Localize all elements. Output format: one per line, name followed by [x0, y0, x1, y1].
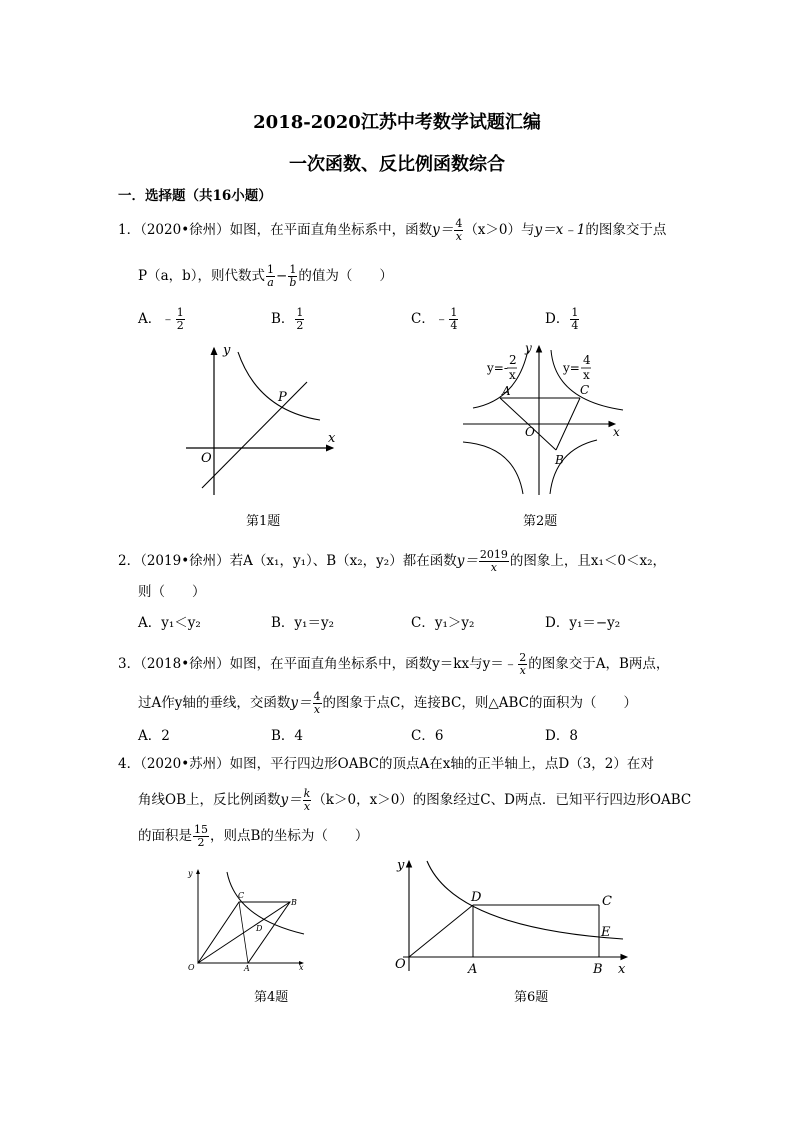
fig2-eq-right: y=	[563, 361, 580, 375]
q1-expr-minus: −	[276, 268, 288, 284]
q2-option-c[interactable]: C．y₁＞y₂	[411, 615, 475, 631]
figure-6	[385, 853, 650, 983]
q1-text-b: 的图象交于点	[585, 222, 667, 238]
q3-option-d[interactable]: D．8	[545, 728, 578, 744]
q1-source: （2020•徐州）	[140, 222, 230, 238]
q1-point-text: P（a，b），则代数式	[138, 268, 266, 284]
fig6-hyperbola	[427, 861, 623, 939]
q2-option-a[interactable]: A．y₁＜y₂	[138, 615, 201, 631]
fig2-eq-left: y=-	[487, 361, 508, 375]
fig6-label-y: y	[397, 858, 405, 873]
fig2-curve-upper-left	[473, 350, 528, 408]
section-heading: 一．选择题（共16小题）	[118, 188, 272, 204]
fig2-label-b: B	[555, 453, 564, 467]
q3-line2-tail: 的图象于点C，连接BC，则△ABC的面积为（ ）	[322, 695, 637, 711]
question-1-line-1	[118, 218, 666, 243]
q4-line3-tail: ，则点B的坐标为（ ）	[210, 828, 369, 844]
fig2-eq-left-den: x	[509, 368, 516, 382]
fig6-segment-od	[409, 905, 473, 957]
fig2-label-a: A	[502, 384, 511, 398]
fig4-label-o: O	[188, 963, 195, 972]
figure-1-caption: 第1题	[246, 514, 281, 529]
page-title: 2018-2020江苏中考数学试题汇编	[253, 112, 541, 133]
q1-option-c[interactable]: C．﹣ $\frac{1}{4}$	[411, 306, 458, 332]
fig2-label-x: x	[613, 425, 620, 439]
q4-area-fraction: $\frac{15}{2}$	[194, 823, 208, 849]
q3-func-sign: ﹣	[503, 656, 518, 672]
fig4-diagonal-ob	[198, 902, 290, 963]
q1-expr-fraction-1: $\frac{1}{a}$	[267, 263, 275, 289]
fig1-label-x: x	[328, 431, 336, 446]
q1-condition: （x＞0）与	[464, 222, 535, 238]
q2-func-lhs: y＝	[456, 553, 478, 569]
fig6-label-x: x	[618, 962, 626, 977]
fig2-label-o: O	[525, 425, 535, 439]
fig2-curve-lower-left	[463, 442, 523, 494]
q1-number: 1．	[118, 222, 141, 238]
q3-func2-fraction: $\frac{4}{x}$	[313, 690, 321, 716]
question-4-line-3	[138, 824, 368, 849]
q1-text: 如图，在平面直角坐标系中，函数	[229, 222, 433, 238]
figure-2	[455, 340, 635, 500]
q2-text: 若A（x₁，y₁）、B（x₂，y₂）都在函数	[229, 553, 457, 569]
q1-line-equation: y＝x﹣1	[534, 222, 586, 238]
q2-text-b: 的图象上，且x₁＜0＜x₂，	[509, 553, 667, 569]
q3-func-fraction: $\frac{2}{x}$	[519, 651, 527, 677]
fig1-label-y: y	[223, 343, 231, 358]
fig2-eq-right-num: 4	[583, 353, 591, 367]
fig2-label-y: y	[525, 341, 532, 355]
fig6-label-d: D	[471, 890, 482, 905]
figure-1	[180, 340, 350, 500]
question-1-line-2	[138, 264, 393, 289]
q3-option-c[interactable]: C．6	[411, 728, 444, 744]
q3-line2-text: 过A作y轴的垂线，交函数	[138, 695, 291, 711]
question-4-line-1	[118, 756, 654, 772]
fig4-label-y: y	[188, 869, 193, 878]
fig4-diagonal-ac	[239, 902, 248, 963]
question-4-line-2	[138, 788, 691, 813]
fig2-label-c: C	[580, 383, 590, 397]
figure-2-caption: 第2题	[523, 514, 558, 529]
q2-number: 2．	[118, 553, 141, 569]
q3-number: 3．	[118, 656, 141, 672]
q3-option-a[interactable]: A．2	[138, 728, 170, 744]
q2-source: （2019•徐州）	[140, 553, 230, 569]
q3-text-b: 的图象交于A，B两点，	[528, 656, 670, 672]
q2-option-d[interactable]: D．y₁＝−y₂	[545, 615, 621, 631]
page-subtitle: 一次函数、反比例函数综合	[289, 154, 505, 175]
q4-line2-text: 角线OB上，反比例函数	[138, 792, 281, 808]
fig4-label-a: A	[244, 964, 250, 973]
fig6-label-e: E	[601, 925, 611, 940]
q4-func-lhs: y＝	[280, 792, 302, 808]
q3-option-b[interactable]: B．4	[271, 728, 304, 744]
fig1-label-p: P	[278, 390, 287, 405]
fig6-label-a: A	[468, 962, 478, 977]
fig6-label-c: C	[602, 894, 612, 909]
q1-option-d[interactable]: D． $\frac{1}{4}$	[545, 306, 579, 332]
question-3-line-2	[138, 691, 637, 716]
question-3-line-1	[118, 652, 669, 677]
q4-func-fraction: $\frac{k}{x}$	[303, 787, 311, 813]
fig4-label-b: B	[291, 898, 297, 907]
q2-func-fraction: $\frac{2019}{x}$	[479, 548, 508, 574]
q2-line-2: 则（ ）	[138, 584, 206, 600]
q3-source: （2018•徐州）	[140, 656, 230, 672]
fig1-line	[202, 382, 307, 488]
q4-text: 如图，平行四边形OABC的顶点A在x轴的正半轴上，点D（3，2）在对	[229, 756, 654, 772]
q4-line2-tail: （k＞0，x＞0）的图象经过C、D两点．已知平行四边形OABC	[312, 792, 692, 808]
fig6-label-b: B	[593, 962, 603, 977]
q4-source: （2020•苏州）	[140, 756, 230, 772]
q3-text: 如图，在平面直角坐标系中，函数y＝kx与y＝	[229, 656, 504, 672]
q1-expr-fraction-2: $\frac{1}{b}$	[289, 263, 297, 289]
q1-option-b[interactable]: B． $\frac{1}{2}$	[271, 306, 304, 332]
fig2-eq-right-den: x	[583, 368, 590, 382]
q2-option-b[interactable]: B．y₁＝y₂	[271, 615, 334, 631]
fig1-label-o: O	[201, 451, 212, 466]
q1-option-a[interactable]: A．﹣ $\frac{1}{2}$	[138, 306, 184, 332]
q3-func2-lhs: y＝	[290, 695, 312, 711]
q1-func-lhs: y＝	[432, 222, 454, 238]
question-2-line-1	[118, 549, 666, 574]
fig6-label-o: O	[395, 957, 406, 972]
fig4-label-d: D	[256, 924, 263, 933]
q1-func-fraction: $\frac{4}{x}$	[455, 217, 463, 243]
fig4-label-c: C	[238, 891, 245, 900]
q4-line3-text: 的面积是	[138, 828, 192, 844]
figure-4-caption: 第4题	[254, 990, 289, 1005]
q1-tail: 的值为（ ）	[298, 268, 393, 284]
figure-6-caption: 第6题	[514, 990, 549, 1005]
fig2-eq-left-num: 2	[509, 353, 517, 367]
fig4-label-x: x	[299, 963, 304, 972]
q4-number: 4．	[118, 756, 141, 772]
figure-4	[178, 862, 313, 977]
